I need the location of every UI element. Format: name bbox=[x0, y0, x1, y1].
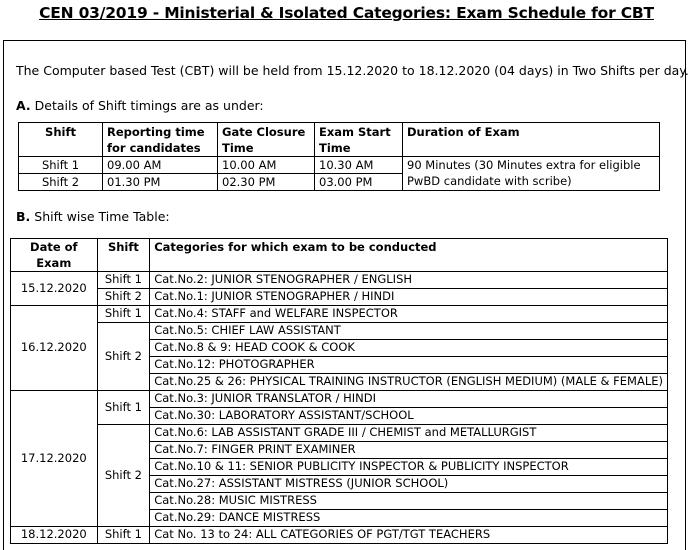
shift-cell: Shift 2 bbox=[97, 323, 150, 391]
date-cell: 17.12.2020 bbox=[11, 391, 98, 527]
header-categories: Categories for which exam to be conducted bbox=[150, 239, 668, 272]
table-row bbox=[11, 306, 668, 323]
page-title: CEN 03/2019 - Ministerial & Isolated Categories: Exam Schedule for CBT bbox=[39, 4, 654, 22]
category-cell: Cat.No.30: LABORATORY ASSISTANT/SCHOOL bbox=[150, 408, 668, 425]
section-b-prefix: B. bbox=[16, 209, 31, 224]
header-start-line2: Time bbox=[319, 141, 351, 155]
header-exam-start bbox=[315, 123, 403, 157]
date-cell: 16.12.2020 bbox=[11, 306, 98, 391]
shift-row-1-gate: 10.00 AM bbox=[218, 157, 315, 174]
header-date-of-exam: Date of Exam bbox=[11, 239, 98, 272]
date-cell: 18.12.2020 bbox=[11, 527, 98, 544]
shift-cell: Shift 2 bbox=[97, 425, 150, 527]
section-a-text: Details of Shift timings are as under: bbox=[30, 98, 264, 113]
shift-cell: Shift 1 bbox=[97, 306, 150, 323]
category-cell: Cat.No.29: DANCE MISTRESS bbox=[150, 510, 668, 527]
shift-row-2-start: 03.00 PM bbox=[315, 174, 403, 191]
shift-timings-table bbox=[18, 122, 660, 191]
category-cell: Cat.No.28: MUSIC MISTRESS bbox=[150, 493, 668, 510]
category-cell: Cat.No.25 & 26: PHYSICAL TRAINING INSTRUCTOR (ENGLISH MEDIUM) (MALE & FEMALE) bbox=[150, 374, 668, 391]
category-cell: Cat.No.1: JUNIOR STENOGRAPHER / HINDI bbox=[150, 289, 668, 306]
category-cell: Cat.No.2: JUNIOR STENOGRAPHER / ENGLISH bbox=[150, 272, 668, 289]
table-row bbox=[11, 289, 668, 306]
table-row bbox=[11, 323, 668, 340]
category-cell: Cat.No.7: FINGER PRINT EXAMINER bbox=[150, 442, 668, 459]
header-gate-line2: Time bbox=[222, 141, 254, 155]
shift-row-1-reporting: 09.00 AM bbox=[103, 157, 218, 174]
duration-line1: 90 Minutes (30 Minutes extra for eligible bbox=[407, 158, 641, 172]
header-reporting-time bbox=[103, 123, 218, 157]
header-gate-closure bbox=[218, 123, 315, 157]
shift-row-2-reporting: 01.30 PM bbox=[103, 174, 218, 191]
category-cell: Cat.No.10 & 11: SENIOR PUBLICITY INSPECTOR & PUBLICITY INSPECTOR bbox=[150, 459, 668, 476]
table-row bbox=[11, 391, 668, 408]
section-b-text: Shift wise Time Table: bbox=[30, 209, 170, 224]
category-cell: Cat No. 13 to 24: ALL CATEGORIES OF PGT/TGT TEACHERS bbox=[150, 527, 668, 544]
shift-cell: Shift 1 bbox=[97, 272, 150, 289]
category-cell: Cat.No.12: PHOTOGRAPHER bbox=[150, 357, 668, 374]
section-a-heading bbox=[16, 98, 264, 113]
intro-text: The Computer based Test (CBT) will be held from 15.12.2020 to 18.12.2020 (04 days) in Two Shifts per day. bbox=[16, 63, 689, 78]
table-row bbox=[11, 272, 668, 289]
category-cell: Cat.No.8 & 9: HEAD COOK & COOK bbox=[150, 340, 668, 357]
category-cell: Cat.No.6: LAB ASSISTANT GRADE III / CHEMIST and METALLURGIST bbox=[150, 425, 668, 442]
header-shift: Shift bbox=[97, 239, 150, 272]
shift-row-2-gate: 02.30 PM bbox=[218, 174, 315, 191]
shift-cell: Shift 1 bbox=[97, 527, 150, 544]
category-cell: Cat.No.3: JUNIOR TRANSLATOR / HINDI bbox=[150, 391, 668, 408]
section-b-heading bbox=[16, 209, 170, 224]
category-cell: Cat.No.4: STAFF and WELFARE INSPECTOR bbox=[150, 306, 668, 323]
table-row bbox=[11, 425, 668, 442]
shift-table-header-row bbox=[19, 123, 660, 157]
shift-row-2-shift: Shift 2 bbox=[19, 174, 103, 191]
header-duration: Duration of Exam bbox=[403, 123, 660, 157]
date-cell: 15.12.2020 bbox=[11, 272, 98, 306]
shift-row-1-start: 10.30 AM bbox=[315, 157, 403, 174]
duration-line2: PwBD candidate with scribe) bbox=[407, 174, 572, 188]
header-gate-line1: Gate Closure bbox=[222, 125, 306, 139]
header-reporting-line1: Reporting time bbox=[107, 125, 205, 139]
section-a-prefix: A. bbox=[16, 98, 31, 113]
category-cell: Cat.No.5: CHIEF LAW ASSISTANT bbox=[150, 323, 668, 340]
header-reporting-line2: for candidates bbox=[107, 141, 201, 155]
shift-row-1-shift: Shift 1 bbox=[19, 157, 103, 174]
header-shift: Shift bbox=[19, 123, 103, 157]
category-cell: Cat.No.27: ASSISTANT MISTRESS (JUNIOR SCHOOL) bbox=[150, 476, 668, 493]
shift-wise-timetable bbox=[10, 238, 668, 544]
shift-duration-cell bbox=[403, 157, 660, 191]
timetable-header-row bbox=[11, 239, 668, 272]
shift-row bbox=[19, 157, 660, 174]
shift-cell: Shift 1 bbox=[97, 391, 150, 425]
header-start-line1: Exam Start bbox=[319, 125, 391, 139]
shift-cell: Shift 2 bbox=[97, 289, 150, 306]
